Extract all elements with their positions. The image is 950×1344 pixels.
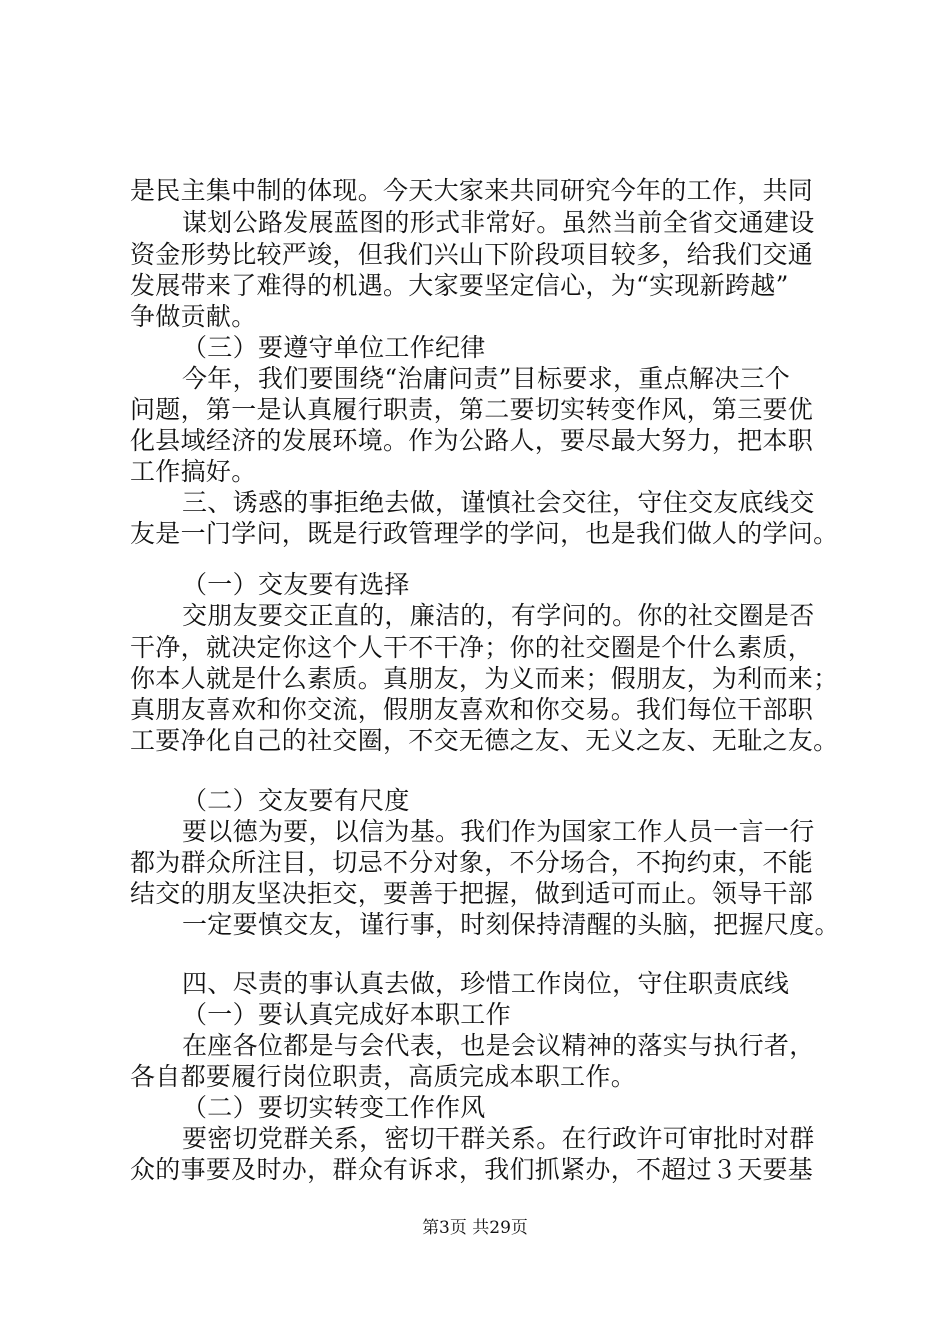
section-heading: （一）交友要有选择: [182, 570, 410, 599]
text-line: 工作搞好。: [130, 457, 257, 486]
text-line: 资金形势比较严竣，但我们兴山下阶段项目较多，给我们交通: [130, 240, 814, 269]
text-line: 要以德为要，以信为基。我们作为国家工作人员一言一行: [182, 817, 815, 846]
section-heading: （一）要认真完成好本职工作: [182, 1000, 511, 1029]
section-heading: 四、尽责的事认真去做，珍惜工作岗位，守住职责底线: [182, 969, 790, 998]
text-line: 争做贡献。: [130, 302, 257, 331]
section-heading: （三）要遵守单位工作纪律: [182, 333, 486, 362]
text-line: 在座各位都是与会代表，也是会议精神的落实与执行者，: [182, 1031, 815, 1060]
text-line: 工要净化自己的社交圈，不交无德之友、无义之友、无耻之友。: [130, 726, 839, 755]
page-number-footer: 第3页 共29页: [422, 1218, 528, 1238]
text-line: 是民主集中制的体现。今天大家来共同研究今年的工作，共同: [130, 176, 814, 205]
text-line: 结交的朋友坚决拒交，要善于把握，做到适可而止。领导干部: [130, 879, 814, 908]
text-line: 友是一门学问，既是行政管理学的学问，也是我们做人的学问。: [130, 519, 839, 548]
text-line: 真朋友喜欢和你交流，假朋友喜欢和你交易。我们每位干部职: [130, 695, 814, 724]
section-heading: （二）交友要有尺度: [182, 786, 410, 815]
section-heading: （二）要切实转变工作作风: [182, 1093, 486, 1122]
text-line: 要密切党群关系，密切干群关系。在行政许可审批时对群: [182, 1124, 815, 1153]
text-line: 谋划公路发展蓝图的形式非常好。虽然当前全省交通建设: [182, 208, 815, 237]
text-line: 众的事要及时办，群众有诉求，我们抓紧办，不超过３天要基: [130, 1155, 814, 1184]
text-line: 干净，就决定你这个人干不干净；你的社交圈是个什么素质，: [130, 633, 814, 662]
text-line: 一定要慎交友，谨行事，时刻保持清醒的头脑，把握尺度。: [182, 910, 840, 939]
text-line: 交朋友要交正直的，廉洁的，有学问的。你的社交圈是否: [182, 601, 815, 630]
text-line: 今年，我们要围绕“治庸问责”目标要求，重点解决三个: [182, 364, 791, 393]
text-line: 你本人就是什么素质。真朋友，为义而来；假朋友，为利而来；: [130, 664, 839, 693]
text-line: 问题，第一是认真履行职责，第二要切实转变作风，第三要优: [130, 395, 814, 424]
section-heading: 三、诱惑的事拒绝去做，谨慎社会交往，守住交友底线交: [182, 488, 815, 517]
text-line: 发展带来了难得的机遇。大家要坚定信心，为“实现新跨越”: [130, 271, 789, 300]
text-line: 化县域经济的发展环境。作为公路人，要尽最大努力，把本职: [130, 426, 814, 455]
text-line: 都为群众所注目，切忌不分对象，不分场合，不拘约束，不能: [130, 848, 814, 877]
text-line: 各自都要履行岗位职责，高质完成本职工作。: [130, 1062, 637, 1091]
